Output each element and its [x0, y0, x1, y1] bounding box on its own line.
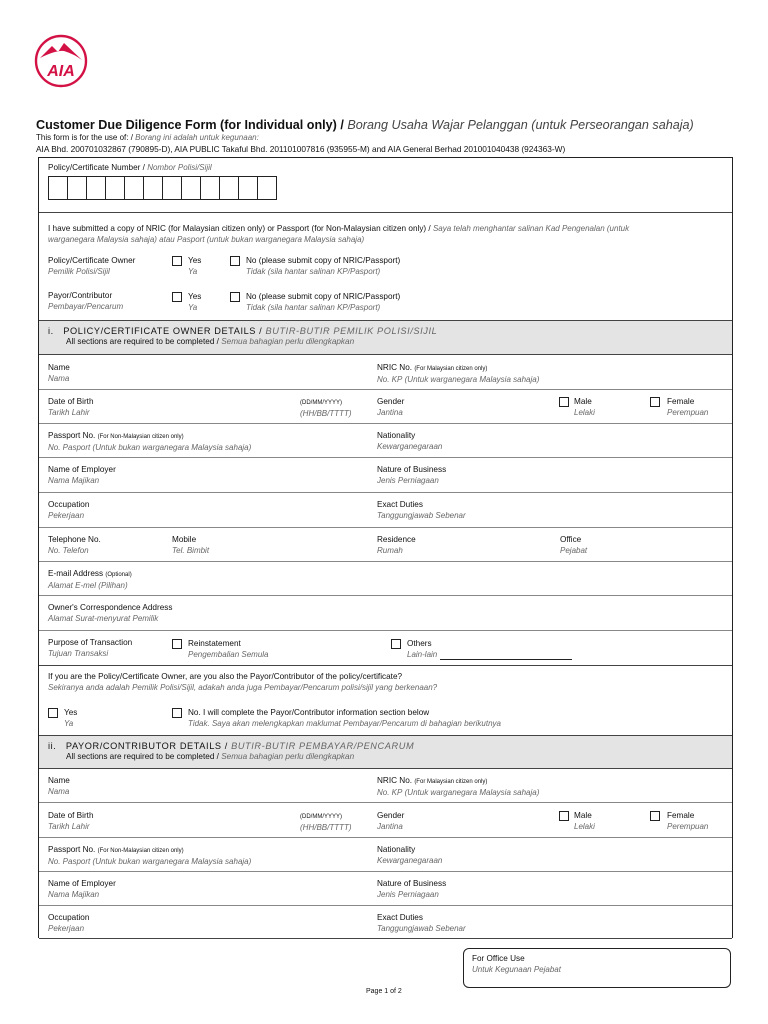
page-number: Page 1 of 2 — [366, 988, 402, 995]
payor-male-checkbox[interactable] — [559, 811, 569, 821]
policy-number-digit-box[interactable] — [219, 176, 239, 200]
policy-number-boxes[interactable] — [48, 176, 276, 200]
payor-employer-row: Name of Employer Nama Majikan Nature of Business Jenis Perniagaan — [39, 872, 732, 906]
owner-phone-row: Telephone No. No. Telefon Mobile Tel. Bimbit Residence Rumah Office Pejabat — [39, 528, 732, 562]
office-use-box: For Office Use Untuk Kegunaan Pejabat — [463, 948, 731, 988]
page-title: Customer Due Diligence Form (for Individual only) / Borang Usaha Wajar Pelanggan (untuk Perseorangan sahaja) — [36, 118, 694, 132]
owner-no-checkbox[interactable] — [230, 256, 240, 266]
reinstatement-checkbox[interactable] — [172, 639, 182, 649]
owner-dob-row: Date of Birth Tarikh Lahir (DD/MM/YYYY) (HH/BB/TTTT) Gender Jantina Male Lelaki Female Perempuan — [39, 390, 732, 424]
policy-number-row: Policy/Certificate Number / Nombor Polisi/Sijil — [39, 158, 732, 213]
nric-declaration: I have submitted a copy of NRIC (for Malaysian citizen only) or Passport (for Non-Malaysian citizen only) / Saya telah menghantar salinan Kad Pengenalan (untuk warganegara Malaysia sahaja) atau Pasport (untuk bukan warganegara Malaysia sahaja) Policy/Certificate Owner Pemilik Polisi/Sijil Yes Ya No (please submit copy of NRIC/Passport) Tidak (sila hantar salinan KP/Pasport) Payor/Contributor Pembayar/Pencarum Yes Ya No (please submit copy of NRIC/Passport) Tidak (sila hantar salinan KP/Pasport) — [39, 213, 732, 321]
owner-name-row: Name Nama NRIC No. (For Malaysian citizen only) No. KP (Untuk warganegara Malaysia sahaja) — [39, 355, 732, 390]
policy-number-digit-box[interactable] — [257, 176, 277, 200]
policy-number-digit-box[interactable] — [105, 176, 125, 200]
payor-same-no-checkbox[interactable] — [172, 708, 182, 718]
payor-passport-row: Passport No. (For Non-Malaysian citizen only) No. Pasport (Untuk bukan warganegara Malaysia sahaja) Nationality Kewarganegaraan — [39, 838, 732, 872]
payor-female-checkbox[interactable] — [650, 811, 660, 821]
others-input[interactable] — [440, 651, 572, 660]
owner-employer-row: Name of Employer Nama Majikan Nature of Business Jenis Perniagaan — [39, 458, 732, 493]
entities-line: AIA Bhd. 200701032867 (790895-D), AIA PUBLIC Takaful Bhd. 201101007816 (935955-M) and AIA General Berhad 201001040438 (924363-W) — [36, 144, 566, 154]
owner-purpose-row: Purpose of Transaction Tujuan Transaksi Reinstatement Pengembalian Semula Others Lain-lain — [39, 631, 732, 666]
aia-logo — [34, 34, 88, 88]
payor-yes-checkbox[interactable] — [172, 292, 182, 302]
payor-occupation-row: Occupation Pekerjaan Exact Duties Tanggungjawab Sebenar — [39, 906, 732, 939]
cdd-form — [38, 157, 733, 938]
payor-no-checkbox[interactable] — [230, 292, 240, 302]
owner-occupation-row: Occupation Pekerjaan Exact Duties Tanggungjawab Sebenar — [39, 493, 732, 528]
policy-number-digit-box[interactable] — [124, 176, 144, 200]
owner-passport-row: Passport No. (For Non-Malaysian citizen only) No. Pasport (Untuk bukan warganegara Malaysia sahaja) Nationality Kewarganegaraan — [39, 424, 732, 458]
section-owner-header: i. POLICY/CERTIFICATE OWNER DETAILS / BUTIR-BUTIR PEMILIK POLISI/SIJIL All sections are required to be completed / Semua bahagian perlu dilengkapkan — [39, 321, 732, 355]
policy-number-digit-box[interactable] — [200, 176, 220, 200]
policy-number-digit-box[interactable] — [162, 176, 182, 200]
owner-address-row: Owner's Correspondence Address Alamat Surat-menyurat Pemilik — [39, 596, 732, 631]
policy-number-digit-box[interactable] — [238, 176, 258, 200]
section-payor-header: ii. PAYOR/CONTRIBUTOR DETAILS / BUTIR-BUTIR PEMBAYAR/PENCARUM All sections are required to be completed / Semua bahagian perlu dilengkapkan — [39, 736, 732, 769]
policy-number-digit-box[interactable] — [86, 176, 106, 200]
payor-same-yes-checkbox[interactable] — [48, 708, 58, 718]
payor-question: If you are the Policy/Certificate Owner, are you also the Payor/Contributor of the policy/certificate? Sekiranya anda adalah Pemilik Polisi/Sijil, adakah anda juga Pembayar/Pencarum polisi/sijil yang berkenaan? Yes Ya No. I will complete the Payor/Contributor information section below Tidak. Saya akan melengkapkan maklumat Pembayar/Pencarum di bahagian berikutnya — [39, 666, 732, 736]
owner-email-row: E-mail Address (Optional) Alamat E-mel (Pilihan) — [39, 562, 732, 596]
policy-number-digit-box[interactable] — [143, 176, 163, 200]
owner-female-checkbox[interactable] — [650, 397, 660, 407]
aia-logo-text: AIA — [47, 63, 75, 80]
payor-dob-row: Date of Birth Tarikh Lahir (DD/MM/YYYY) (HH/BB/TTTT) Gender Jantina Male Lelaki Female Perempuan — [39, 803, 732, 838]
policy-number-digit-box[interactable] — [181, 176, 201, 200]
others-checkbox[interactable] — [391, 639, 401, 649]
owner-yes-checkbox[interactable] — [172, 256, 182, 266]
payor-name-row: Name Nama NRIC No. (For Malaysian citizen only) No. KP (Untuk warganegara Malaysia sahaja) — [39, 769, 732, 803]
use-line: This form is for the use of: / Borang ini adalah untuk kegunaan: — [36, 133, 259, 142]
policy-number-digit-box[interactable] — [67, 176, 87, 200]
owner-male-checkbox[interactable] — [559, 397, 569, 407]
policy-number-digit-box[interactable] — [48, 176, 68, 200]
